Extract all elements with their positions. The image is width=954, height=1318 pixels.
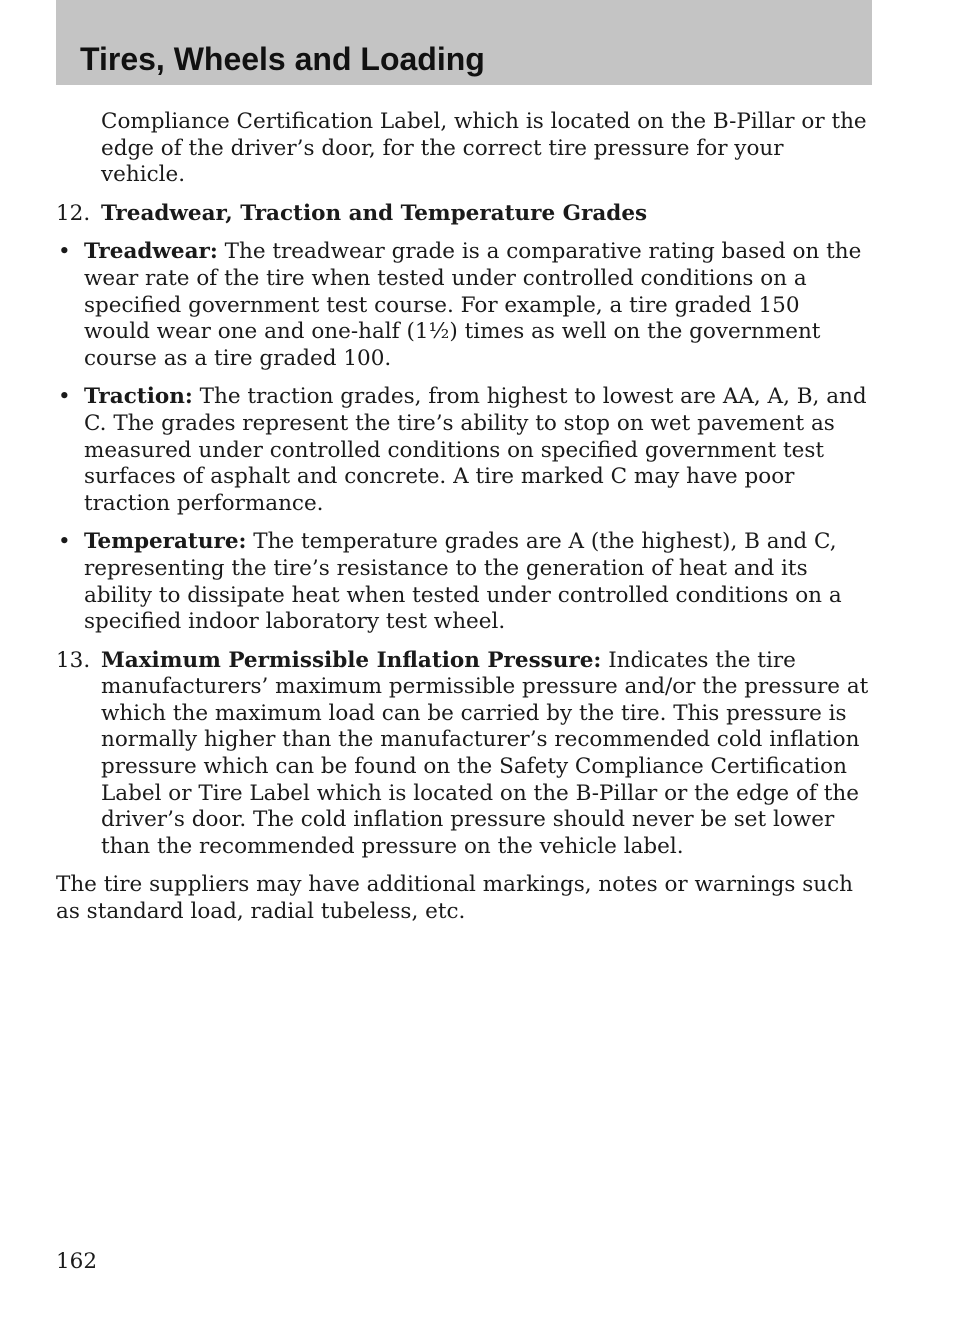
bullet-term: Traction: — [84, 384, 193, 410]
page-number: 162 — [56, 1249, 98, 1274]
item-12 — [56, 201, 872, 228]
bullet-icon: • — [58, 529, 71, 555]
item-12-number: 12. — [56, 200, 91, 226]
item-13-number: 13. — [56, 647, 91, 673]
item-13-term: Maximum Permissible Inflation Pressure: — [101, 647, 602, 673]
bullet-text: The treadwear grade is a comparative rating based on the wear rate of the tire when tested under controlled conditions on a specified government test course. For example, a tire graded 150 would wear one and one-half (1½) times as well on the government course as a tire graded 100. — [84, 239, 862, 371]
item-13-text: Indicates the tire manufacturers’ maximum permissible pressure and/or the pressure at which the maximum load can be carried by the tire. This pressure is normally higher than the manufacturer’s recommended cold inflation pressure which can be found on the Safety Compliance Certification Label or Tire Label which is located on the B-Pillar or the edge of the driver’s door. The cold inflation pressure should never be set lower than the recommended pressure on the vehicle label. — [101, 647, 869, 859]
closing-paragraph: The tire suppliers may have additional markings, notes or warnings such as standard load, radial tubeless, etc. — [56, 872, 853, 925]
bullet-temperature — [56, 529, 872, 635]
bullet-term: Temperature: — [84, 529, 247, 555]
bullet-icon: • — [58, 384, 71, 410]
page-content — [56, 109, 872, 926]
item-12-heading: Treadwear, Traction and Temperature Grades — [101, 200, 648, 226]
intro-continuation: Compliance Certification Label, which is located on the B-Pillar or the edge of the driver’s door, for the correct tire pressure for your vehicle. — [101, 109, 867, 188]
section-title: Tires, Wheels and Loading — [80, 41, 485, 77]
section-header-bar — [56, 0, 872, 85]
bullet-treadwear — [56, 239, 872, 372]
grades-bullet-list — [56, 239, 872, 635]
bullet-icon: • — [58, 239, 71, 265]
bullet-traction — [56, 384, 872, 517]
bullet-text: The temperature grades are A (the highest), B and C, representing the tire’s resistance to the generation of heat and its ability to dissipate heat when tested under controlled conditions on a specified indoor laboratory test wheel. — [84, 529, 842, 635]
bullet-text: The traction grades, from highest to lowest are AA, A, B, and C. The grades represent the tire’s ability to stop on wet pavement as measured under controlled conditions on specified government test surfaces of asphalt and concrete. A tire marked C may have poor traction performance. — [84, 384, 867, 516]
item-13 — [56, 648, 872, 861]
bullet-term: Treadwear: — [84, 239, 218, 265]
